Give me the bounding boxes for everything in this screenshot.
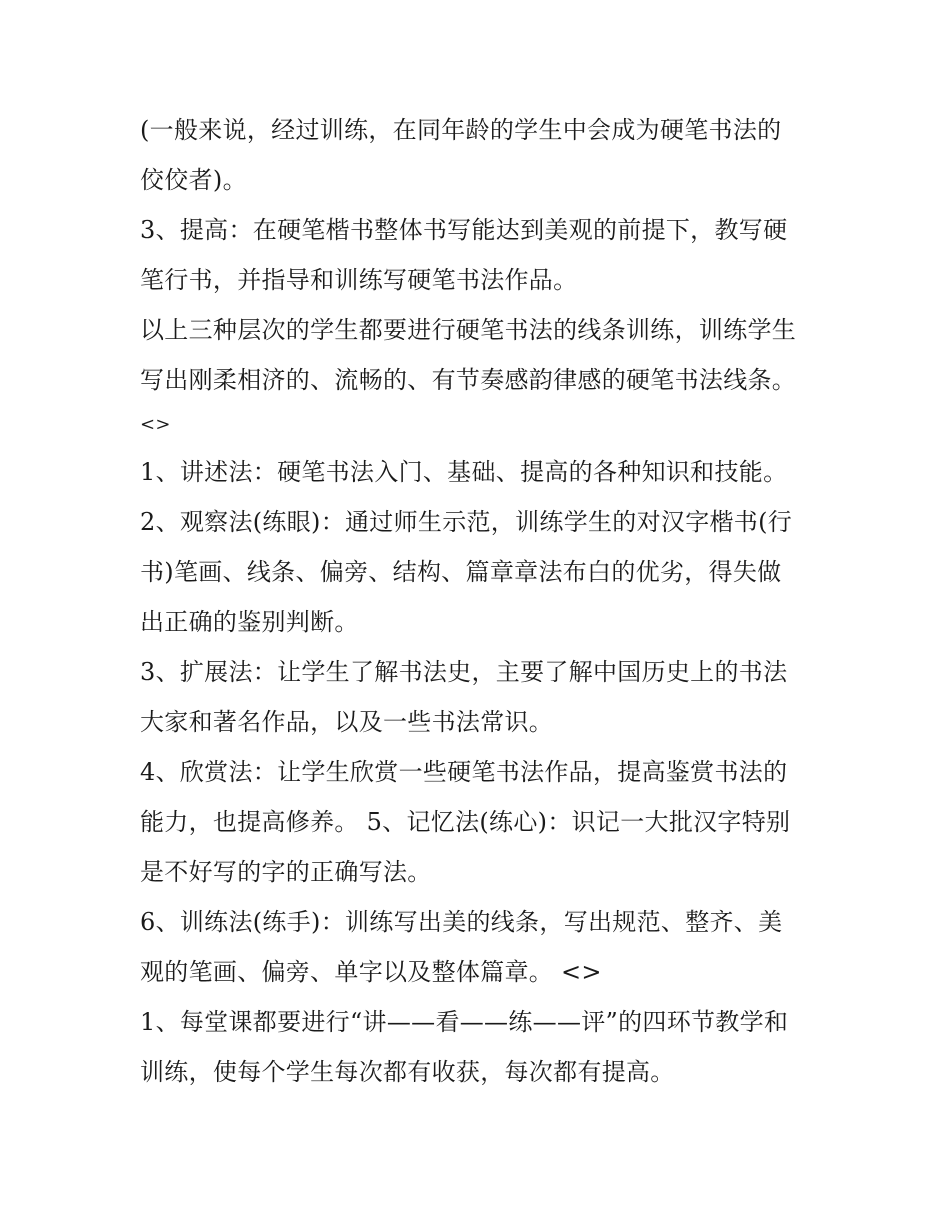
text-line: 佼佼者)。 [140,166,247,194]
text-line: 1、每堂课都要进行“讲——看——练——评”的四环节教学和 [140,1008,789,1036]
text-line: 1、讲述法：硬笔书法入门、基础、提高的各种知识和技能。 [140,458,788,486]
text-line: 2、观察法(练眼)：通过师生示范，训练学生的对汉字楷书(行 [140,508,793,536]
text-line: 4、欣赏法：让学生欣赏一些硬笔书法作品，提高鉴赏书法的 [140,758,788,786]
text-line: 6、训练法(练手)：训练写出美的线条，写出规范、整齐、美 [140,908,783,936]
text-line: 能力，也提高修养。 5、记忆法(练心)：识记一大批汉字特别 [140,808,791,836]
text-line: 3、扩展法：让学生了解书法史，主要了解中国历史上的书法 [140,658,788,686]
text-line: 观的笔画、偏旁、单字以及整体篇章。 <> [140,958,602,986]
text-line: 训练，使每个学生每次都有收获，每次都有提高。 [140,1058,675,1086]
text-line: 3、提高：在硬笔楷书整体书写能达到美观的前提下，教写硬 [140,216,788,244]
text-line: 笔行书，并指导和训练写硬笔书法作品。 [140,266,578,294]
text-line: 是不好写的字的正确写法。 [140,858,432,886]
text-line: 写出刚柔相济的、流畅的、有节奏感韵律感的硬笔书法线条。 [140,366,797,394]
text-line: <> [140,414,171,435]
text-line: 书)笔画、线条、偏旁、结构、篇章章法布白的优劣，得失做 [140,558,782,586]
text-line: (一般来说，经过训练，在同年龄的学生中会成为硬笔书法的 [140,116,782,144]
text-line: 大家和著名作品，以及一些书法常识。 [140,708,554,736]
text-line: 出正确的鉴别判断。 [140,608,359,636]
text-line: 以上三种层次的学生都要进行硬笔书法的线条训练，训练学生 [140,316,797,344]
document-body [140,105,820,1097]
